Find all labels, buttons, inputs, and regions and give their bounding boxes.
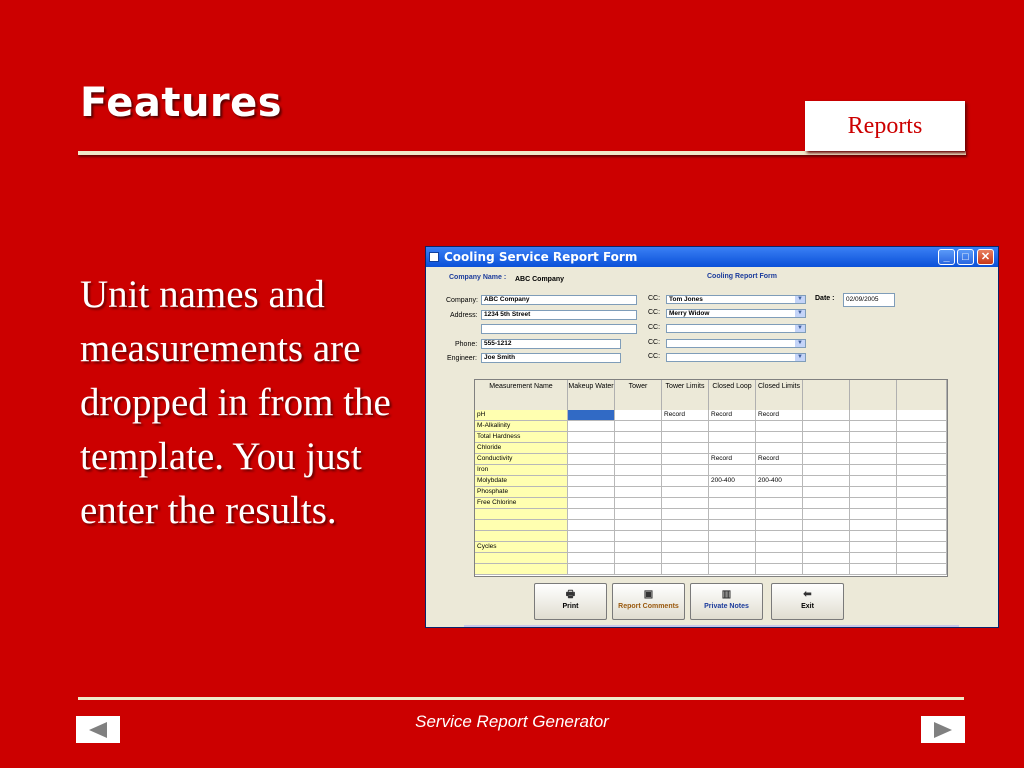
cc-label-2: CC: (648, 309, 661, 316)
table-cell[interactable]: Record (662, 410, 709, 420)
table-cell[interactable] (756, 531, 803, 541)
table-cell[interactable]: 200-400 (709, 476, 756, 486)
chevron-down-icon[interactable]: ▼ (795, 340, 805, 347)
table-cell[interactable] (568, 410, 615, 420)
table-cell[interactable] (662, 564, 709, 574)
window-title: Cooling Service Report Form (444, 250, 638, 264)
exit-button[interactable] (771, 583, 844, 620)
table-cell[interactable] (803, 553, 850, 563)
table-cell[interactable] (568, 476, 615, 486)
notes-icon: ▥ (721, 589, 732, 600)
table-cell[interactable] (615, 564, 662, 574)
table-cell[interactable] (850, 509, 897, 519)
table-cell[interactable] (662, 509, 709, 519)
table-cell[interactable] (850, 542, 897, 552)
table-cell[interactable] (850, 553, 897, 563)
table-cell[interactable] (756, 432, 803, 442)
company-label: Company: (446, 297, 478, 304)
measurement-name-cell[interactable]: Conductivity (475, 454, 568, 464)
window-status-strip (464, 625, 959, 627)
table-cell[interactable] (709, 542, 756, 552)
address-field-1[interactable]: 1234 5th Street (481, 310, 637, 320)
table-cell[interactable] (850, 465, 897, 475)
reports-label: Reports (805, 101, 965, 151)
table-cell[interactable] (662, 553, 709, 563)
column-header[interactable]: Tower (615, 380, 662, 410)
table-cell[interactable] (850, 443, 897, 453)
cc-value-2: Merry Widow (669, 310, 710, 317)
table-cell[interactable] (709, 498, 756, 508)
table-cell[interactable] (803, 465, 850, 475)
engineer-field[interactable]: Joe Smith (481, 353, 621, 363)
column-header[interactable]: Closed Limits (756, 380, 803, 410)
comments-icon: ▣ (643, 589, 654, 600)
table-cell[interactable] (615, 476, 662, 486)
cc-value-1: Tom Jones (669, 296, 703, 303)
cc-dropdown-5[interactable] (666, 353, 806, 362)
table-cell[interactable] (850, 421, 897, 431)
table-cell[interactable] (615, 410, 662, 420)
table-row (475, 553, 947, 564)
table-cell[interactable] (850, 487, 897, 497)
close-icon[interactable]: ✕ (977, 249, 994, 265)
table-cell[interactable] (709, 531, 756, 541)
table-row (475, 476, 947, 487)
chevron-down-icon[interactable]: ▼ (795, 354, 805, 361)
table-cell[interactable] (568, 553, 615, 563)
measurement-name-cell[interactable]: Molybdate (475, 476, 568, 486)
table-cell[interactable] (662, 443, 709, 453)
table-cell[interactable] (803, 432, 850, 442)
table-cell[interactable] (897, 443, 947, 453)
exit-label: Exit (801, 603, 814, 610)
company-field[interactable]: ABC Company (481, 295, 637, 305)
table-cell[interactable] (709, 553, 756, 563)
cc-label-3: CC: (648, 324, 661, 331)
measurement-name-cell[interactable]: Free Chlorine (475, 498, 568, 508)
table-cell[interactable] (756, 509, 803, 519)
table-cell[interactable] (897, 465, 947, 475)
table-cell[interactable] (568, 520, 615, 530)
private-notes-label: Private Notes (704, 603, 749, 610)
table-cell[interactable] (568, 542, 615, 552)
app-icon (429, 252, 439, 262)
report-comments-label: Report Comments (618, 603, 679, 610)
table-cell[interactable] (615, 553, 662, 563)
phone-label: Phone: (455, 341, 478, 348)
measurement-name-cell[interactable]: Cycles (475, 542, 568, 552)
table-cell[interactable] (568, 421, 615, 431)
column-header[interactable] (897, 380, 947, 410)
table-row (475, 443, 947, 454)
column-header[interactable] (850, 380, 897, 410)
table-cell[interactable] (756, 421, 803, 431)
arrow-right-icon (934, 722, 952, 738)
table-cell[interactable] (803, 454, 850, 464)
table-cell[interactable] (662, 454, 709, 464)
table-cell[interactable] (897, 410, 947, 420)
table-cell[interactable] (615, 542, 662, 552)
previous-slide-button[interactable] (76, 716, 120, 743)
table-cell[interactable] (615, 520, 662, 530)
measurement-name-cell[interactable]: Iron (475, 465, 568, 475)
table-cell[interactable] (662, 542, 709, 552)
column-header[interactable] (803, 380, 850, 410)
table-cell[interactable] (615, 432, 662, 442)
measurement-grid (474, 379, 948, 577)
date-label: Date : (815, 295, 835, 302)
table-cell[interactable] (850, 520, 897, 530)
table-cell[interactable]: Record (756, 454, 803, 464)
table-cell[interactable] (850, 454, 897, 464)
table-cell[interactable] (568, 454, 615, 464)
table-cell[interactable] (662, 487, 709, 497)
column-header[interactable]: Tower Limits (662, 380, 709, 410)
table-cell[interactable] (803, 487, 850, 497)
title-divider (78, 151, 966, 155)
window-titlebar[interactable] (426, 247, 998, 267)
measurement-name-cell[interactable] (475, 520, 568, 530)
cc-dropdown-3[interactable] (666, 324, 806, 333)
date-field[interactable]: 02/09/2005 (843, 293, 895, 307)
table-cell[interactable] (568, 443, 615, 453)
table-cell[interactable] (615, 443, 662, 453)
engineer-label: Engineer: (447, 355, 477, 362)
table-cell[interactable] (615, 498, 662, 508)
table-cell[interactable] (662, 520, 709, 530)
table-cell[interactable] (615, 465, 662, 475)
table-cell[interactable] (709, 432, 756, 442)
table-cell[interactable] (803, 498, 850, 508)
measurement-name-cell[interactable] (475, 553, 568, 563)
table-row (475, 432, 947, 443)
table-cell[interactable] (897, 432, 947, 442)
table-cell[interactable] (850, 476, 897, 486)
measurement-name-cell[interactable] (475, 509, 568, 519)
printer-icon: 🖶 (565, 589, 576, 600)
table-row (475, 520, 947, 531)
table-row (475, 454, 947, 465)
column-header[interactable]: Closed Loop (709, 380, 756, 410)
table-cell[interactable]: 200-400 (756, 476, 803, 486)
table-row (475, 498, 947, 509)
cc-dropdown-1[interactable] (666, 295, 806, 304)
measurement-name-cell[interactable]: pH (475, 410, 568, 420)
cc-dropdown-4[interactable] (666, 339, 806, 348)
cc-label-5: CC: (648, 353, 661, 360)
table-cell[interactable] (709, 564, 756, 574)
chevron-down-icon[interactable]: ▼ (795, 325, 805, 332)
cc-label-1: CC: (648, 295, 661, 302)
table-cell[interactable] (897, 476, 947, 486)
table-cell[interactable] (709, 421, 756, 431)
table-cell[interactable] (850, 410, 897, 420)
print-label: Print (562, 603, 579, 610)
measurement-name-cell[interactable] (475, 564, 568, 574)
table-cell[interactable]: Record (709, 454, 756, 464)
table-cell[interactable] (897, 498, 947, 508)
table-cell[interactable] (897, 520, 947, 530)
table-cell[interactable] (803, 509, 850, 519)
footer-divider (78, 697, 964, 700)
phone-field[interactable]: 555-1212 (481, 339, 621, 349)
table-cell[interactable] (709, 509, 756, 519)
table-cell[interactable] (803, 476, 850, 486)
table-cell[interactable] (897, 421, 947, 431)
table-cell[interactable] (615, 454, 662, 464)
table-cell[interactable]: Record (709, 410, 756, 420)
print-button[interactable] (534, 583, 607, 620)
table-cell[interactable] (568, 498, 615, 508)
table-cell[interactable] (756, 520, 803, 530)
table-cell[interactable] (756, 564, 803, 574)
table-row (475, 531, 947, 542)
table-cell[interactable] (568, 531, 615, 541)
cc-dropdown-2[interactable] (666, 309, 806, 318)
table-cell[interactable] (897, 454, 947, 464)
table-cell[interactable] (568, 509, 615, 519)
table-cell[interactable] (568, 432, 615, 442)
table-cell[interactable] (568, 564, 615, 574)
table-row (475, 421, 947, 432)
table-cell[interactable] (709, 443, 756, 453)
private-notes-button[interactable] (690, 583, 763, 620)
arrow-left-icon (89, 722, 107, 738)
maximize-icon[interactable]: □ (957, 249, 974, 265)
table-cell[interactable] (662, 498, 709, 508)
minimize-icon[interactable]: _ (938, 249, 955, 265)
table-cell[interactable] (897, 531, 947, 541)
table-cell[interactable] (803, 542, 850, 552)
table-cell[interactable] (756, 542, 803, 552)
table-cell[interactable] (756, 498, 803, 508)
column-header[interactable]: Makeup Water (568, 380, 615, 410)
table-cell[interactable] (803, 564, 850, 574)
table-cell[interactable] (662, 531, 709, 541)
slide-title: Features (80, 80, 283, 126)
slide-body-text: Unit names and measurements are dropped in from the template. You just enter the results. (80, 273, 391, 532)
measurement-name-cell[interactable]: Total Hardness (475, 432, 568, 442)
table-cell[interactable] (897, 542, 947, 552)
table-row (475, 564, 947, 575)
table-cell[interactable] (803, 410, 850, 420)
measurement-name-cell[interactable]: Chloride (475, 443, 568, 453)
table-row (475, 465, 947, 476)
measurement-name-cell[interactable]: M-Alkalinity (475, 421, 568, 431)
table-cell[interactable] (662, 465, 709, 475)
footer-text: Service Report Generator (415, 712, 609, 731)
address-field-2[interactable] (481, 324, 637, 334)
table-cell[interactable] (850, 564, 897, 574)
table-cell[interactable] (850, 498, 897, 508)
table-cell[interactable] (897, 553, 947, 563)
table-cell[interactable] (615, 509, 662, 519)
table-cell[interactable] (615, 531, 662, 541)
table-cell[interactable] (756, 443, 803, 453)
table-row (475, 410, 947, 421)
table-cell[interactable] (756, 465, 803, 475)
table-cell[interactable] (756, 487, 803, 497)
chevron-down-icon[interactable]: ▼ (795, 296, 805, 303)
company-name-label: Company Name : (449, 274, 507, 281)
table-cell[interactable] (615, 487, 662, 497)
table-cell[interactable] (803, 421, 850, 431)
table-cell[interactable] (709, 465, 756, 475)
table-cell[interactable] (850, 432, 897, 442)
column-header[interactable]: Measurement Name (475, 380, 568, 410)
table-row (475, 542, 947, 553)
table-cell[interactable] (756, 553, 803, 563)
report-comments-button[interactable] (612, 583, 685, 620)
table-row (475, 487, 947, 498)
table-cell[interactable] (615, 421, 662, 431)
table-cell[interactable] (709, 487, 756, 497)
table-cell[interactable] (568, 465, 615, 475)
table-cell[interactable] (897, 564, 947, 574)
table-cell[interactable] (803, 531, 850, 541)
table-cell[interactable] (897, 487, 947, 497)
table-cell[interactable] (662, 476, 709, 486)
table-cell[interactable] (850, 531, 897, 541)
address-label: Address: (450, 312, 478, 319)
table-cell[interactable] (803, 520, 850, 530)
table-cell[interactable] (709, 520, 756, 530)
cc-label-4: CC: (648, 339, 661, 346)
chevron-down-icon[interactable]: ▼ (795, 310, 805, 317)
table-row (475, 509, 947, 520)
exit-arrow-icon: ⬅ (803, 589, 812, 600)
form-heading: Cooling Report Form (707, 273, 777, 280)
measurement-name-cell[interactable]: Phosphate (475, 487, 568, 497)
table-cell[interactable] (568, 487, 615, 497)
table-cell[interactable] (897, 509, 947, 519)
table-cell[interactable]: Record (756, 410, 803, 420)
company-name-value: ABC Company (515, 276, 565, 283)
next-slide-button[interactable] (921, 716, 965, 743)
table-cell[interactable] (662, 432, 709, 442)
measurement-name-cell[interactable] (475, 531, 568, 541)
table-cell[interactable] (662, 421, 709, 431)
table-cell[interactable] (803, 443, 850, 453)
